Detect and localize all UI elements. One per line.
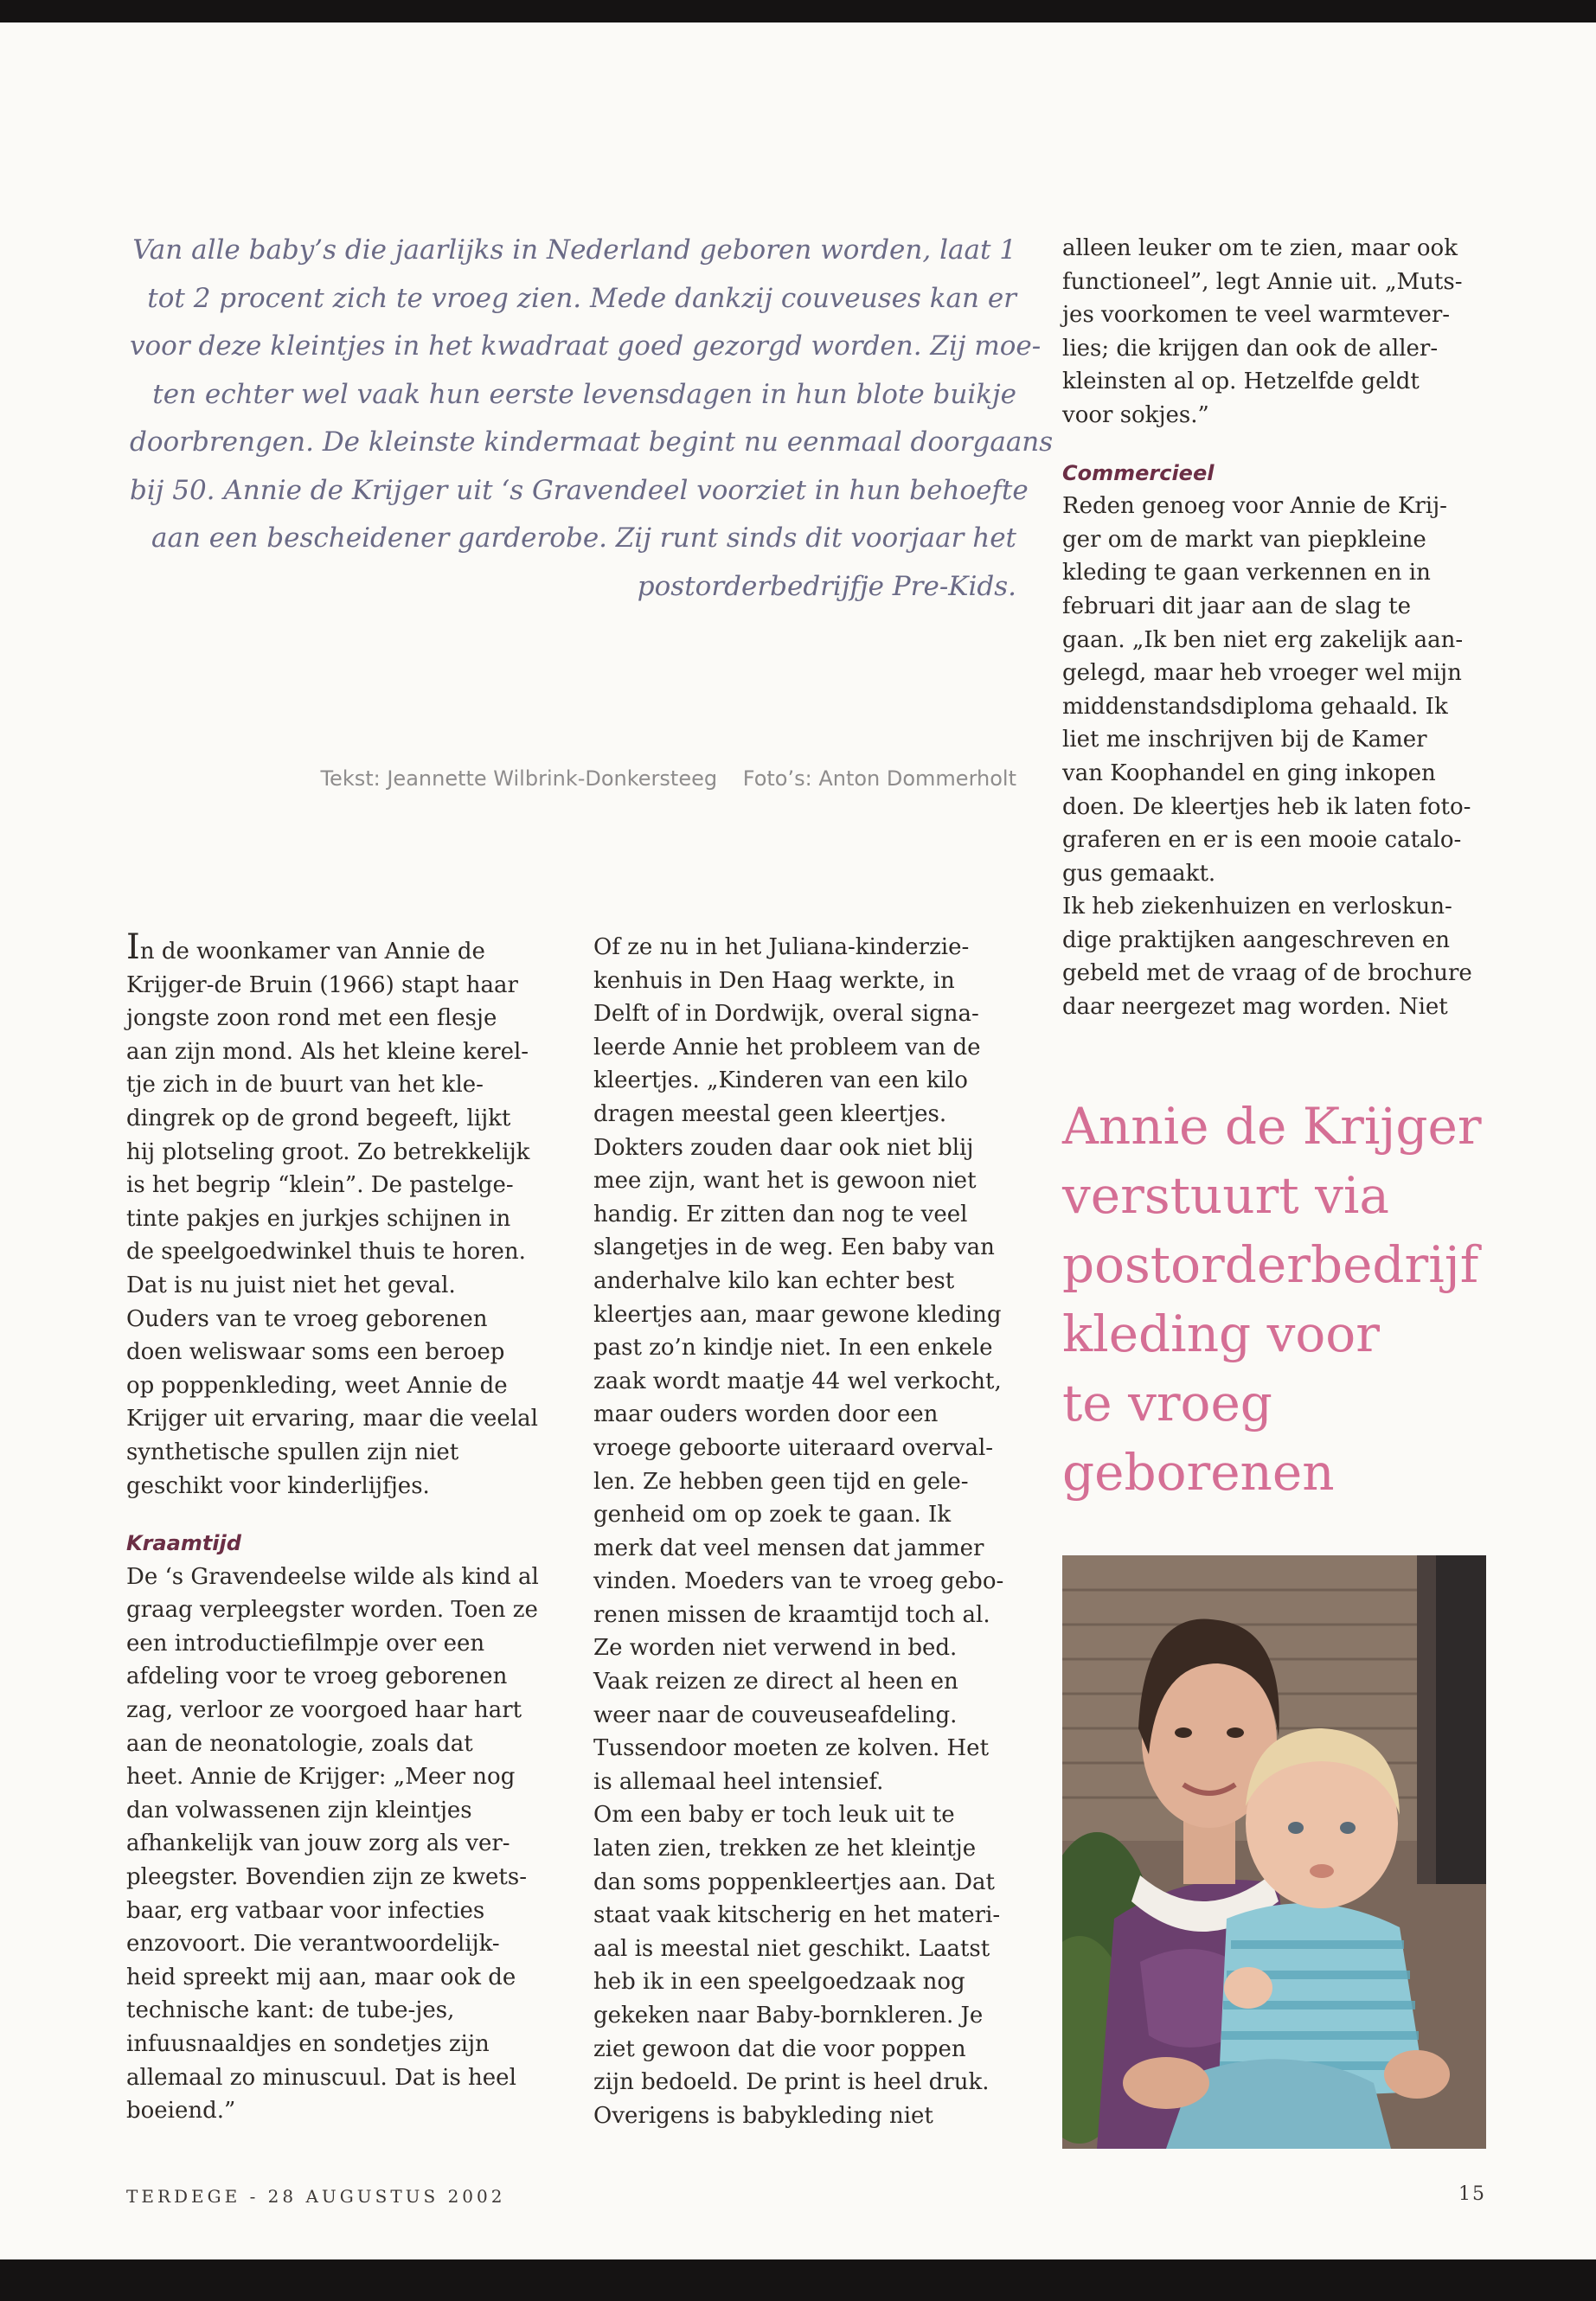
intro-line: postorderbedrijfje Pre-Kids.: [637, 570, 1016, 602]
pull-quote-line: te vroeg: [1062, 1374, 1272, 1433]
body-line: Delft of in Dordwijk, overal signa-: [593, 1001, 979, 1028]
text-credit: Tekst: Jeannette Wilbrink-Donkersteeg: [320, 766, 718, 791]
body-line: Reden genoeg voor Annie de Krij-: [1062, 493, 1447, 520]
body-line: De ‘s Gravendeelse wilde als kind al: [126, 1563, 539, 1590]
body-line: Ik heb ziekenhuizen en verloskun-: [1062, 894, 1452, 920]
body-line: liet me inschrijven bij de Kamer: [1062, 727, 1427, 753]
body-line: renen missen de kraamtijd toch al.: [593, 1601, 990, 1628]
body-line: enzovoort. Die verantwoordelijk-: [126, 1931, 500, 1958]
body-line: dan volwassenen zijn kleintjes: [126, 1797, 472, 1823]
body-line: Krijger uit ervaring, maar die veelal: [126, 1406, 538, 1433]
body-line: zijn bedoeld. De print is heel druk.: [593, 2069, 990, 2096]
article-column-3: [1062, 232, 1495, 1024]
body-line: ziet gewoon dat die voor poppen: [593, 2035, 966, 2062]
body-line: heb ik in een speelgoedzaak nog: [593, 1969, 965, 1996]
intro-paragraph: [130, 227, 1054, 611]
body-line: aan zijn mond. Als het kleine kerel-: [126, 1038, 529, 1065]
body-line: geschikt voor kinderlijfjes.: [126, 1472, 430, 1499]
body-line: genheid om op zoek te gaan. Ik: [593, 1502, 952, 1529]
body-line: laten zien, trekken ze het kleintje: [593, 1836, 977, 1862]
body-line: technische kant: de tube-jes,: [126, 1997, 455, 2024]
body-line: gelegd, maar heb vroeger wel mijn: [1062, 660, 1462, 687]
body-line: jes voorkomen te veel warmtever-: [1062, 302, 1451, 329]
body-line: boeiend.”: [126, 2098, 236, 2125]
body-line: Vaak reizen ze direct al heen en: [593, 1669, 958, 1695]
body-line: synthetische spullen zijn niet: [126, 1439, 459, 1465]
body-line: tinte pakjes en jurkjes schijnen in: [126, 1205, 511, 1232]
subhead-commercieel: Commercieel: [1062, 460, 1215, 485]
body-line: leerde Annie het probleem van de: [593, 1034, 981, 1061]
body-line: dragen meestal geen kleertjes.: [593, 1100, 947, 1127]
body-line: anderhalve kilo kan echter best: [593, 1267, 955, 1294]
body-line: van Koophandel en ging inkopen: [1062, 760, 1436, 786]
photo-illustration: [1062, 1555, 1486, 2149]
body-line: zaak wordt maatje 44 wel verkocht,: [593, 1368, 1002, 1394]
body-line: allemaal zo minuscuul. Dat is heel: [126, 2064, 516, 2091]
body-line: dige praktijken aangeschreven en: [1062, 926, 1451, 953]
body-line: dingrek op de grond begeeft, lijkt: [126, 1105, 511, 1131]
body-line: Om een baby er toch leuk uit te: [593, 1802, 955, 1829]
body-line: tje zich in de buurt van het kle-: [126, 1072, 484, 1099]
body-line: voor sokjes.”: [1062, 401, 1209, 428]
page-number: 15: [1458, 2183, 1486, 2205]
pull-quote: [1062, 1092, 1564, 1507]
pull-quote-line: kleding voor: [1062, 1304, 1380, 1363]
pull-quote-line: verstuurt via: [1062, 1166, 1389, 1225]
body-line: kleertjes aan, maar gewone kleding: [593, 1301, 1002, 1328]
body-line: pleegster. Bovendien zijn ze kwets-: [126, 1864, 527, 1891]
body-line: slangetjes in de weg. Een baby van: [593, 1234, 995, 1261]
body-line: weer naar de couveuseafdeling.: [593, 1702, 958, 1728]
body-line: past zo’n kindje niet. In een enkele: [593, 1335, 993, 1362]
body-line: aan de neonatologie, zoals dat: [126, 1730, 473, 1757]
body-line: jongste zoon rond met een flesje: [126, 1005, 497, 1032]
drop-cap: I: [126, 927, 140, 967]
body-line: is het begrip “klein”. De pastelge-: [126, 1172, 514, 1199]
body-line: februari dit jaar aan de slag te: [1062, 593, 1411, 619]
photo-mother-and-son: [1062, 1555, 1486, 2149]
body-line: aal is meestal niet geschikt. Laatst: [593, 1935, 990, 1962]
article-column-2: [593, 931, 1026, 2132]
body-line: Tussendoor moeten ze kolven. Het: [593, 1735, 990, 1762]
body-line: daar neergezet mag worden. Niet: [1062, 994, 1448, 1021]
spacer: [126, 1503, 559, 1527]
intro-line: aan een bescheidener garderobe. Zij runt sinds dit voorjaar het: [151, 522, 1016, 554]
body-line: infuusnaaldjes en sondetjes zijn: [126, 2031, 490, 2057]
photo-credit: Foto’s: Anton Dommerholt: [742, 766, 1016, 791]
body-line: is allemaal heel intensief.: [593, 1768, 884, 1795]
body-line: alleen leuker om te zien, maar ook: [1062, 235, 1458, 261]
pull-quote-line: geborenen: [1062, 1443, 1335, 1502]
body-line: gus gemaakt.: [1062, 860, 1216, 887]
body-line: Krijger-de Bruin (1966) stapt haar: [126, 971, 518, 998]
body-line: een introductiefilmpje over een: [126, 1630, 485, 1657]
intro-line: voor deze kleintjes in het kwadraat goed gezorgd worden. Zij moe-: [130, 330, 1042, 362]
body-line: Dat is nu juist niet het geval.: [126, 1272, 456, 1298]
body-line: dan soms poppenkleertjes aan. Dat: [593, 1868, 995, 1895]
body-line: functioneel”, legt Annie uit. „Muts-: [1062, 268, 1463, 295]
body-line: graferen en er is een mooie catalo-: [1062, 827, 1462, 854]
body-line: handig. Er zitten dan nog te veel: [593, 1201, 968, 1227]
body-line: afhankelijk van jouw zorg als ver-: [126, 1830, 510, 1857]
body-line: middenstandsdiploma gehaald. Ik: [1062, 693, 1448, 720]
spacer: [1062, 433, 1495, 457]
body-line: zag, verloor ze voorgoed haar hart: [126, 1697, 522, 1724]
intro-line: bij 50. Annie de Krijger uit ‘s Gravendeel voorziet in hun behoefte: [130, 474, 1029, 506]
intro-line: doorbrengen. De kleinste kindermaat begint nu eenmaal doorgaans: [130, 426, 1054, 458]
body-line: hij plotseling groot. Zo betrekkelijk: [126, 1138, 530, 1165]
pull-quote-line: Annie de Krijger: [1062, 1097, 1482, 1156]
subhead-kraamtijd: Kraamtijd: [126, 1531, 241, 1556]
body-line: doen. De kleertjes heb ik laten foto-: [1062, 793, 1471, 820]
footer-publication: TERDEGE - 28 AUGUSTUS 2002: [126, 2186, 506, 2207]
body-line: merk dat veel mensen dat jammer: [593, 1535, 984, 1561]
body-line: Of ze nu in het Juliana-kinderzie-: [593, 934, 970, 960]
intro-line: tot 2 procent zich te vroeg zien. Mede dankzij couveuses kan er: [147, 282, 1016, 314]
pull-quote-line: postorderbedrijf: [1062, 1235, 1479, 1294]
body-line: heid spreekt mij aan, maar ook de: [126, 1964, 516, 1990]
body-line: baar, erg vatbaar voor infecties: [126, 1897, 485, 1924]
body-line: vinden. Moeders van te vroeg gebo-: [593, 1568, 1004, 1595]
body-line: len. Ze hebben geen tijd en gele-: [593, 1468, 969, 1495]
body-line: afdeling voor te vroeg geborenen: [126, 1663, 508, 1690]
top-rule: [0, 0, 1596, 22]
body-line: gebeld met de vraag of de brochure: [1062, 960, 1472, 987]
first-line: [126, 927, 559, 969]
credits: [130, 766, 1016, 791]
body-line: Overigens is babykleding niet: [593, 2102, 933, 2129]
body-line: gekeken naar Baby-bornkleren. Je: [593, 2003, 984, 2029]
body-line: maar ouders worden door een: [593, 1401, 939, 1428]
body-line: staat vaak kitscherig en het materi-: [593, 1902, 1001, 1929]
body-line: heet. Annie de Krijger: „Meer nog: [126, 1764, 516, 1791]
body-line: Dokters zouden daar ook niet blij: [593, 1134, 974, 1161]
body-line: graag verpleegster worden. Toen ze: [126, 1597, 538, 1624]
intro-line: ten echter wel vaak hun eerste levensdagen in hun blote buikje: [152, 378, 1016, 410]
body-line: mee zijn, want het is gewoon niet: [593, 1168, 977, 1195]
body-line: kleding te gaan verkennen en in: [1062, 560, 1431, 586]
body-line: op poppenkleding, weet Annie de: [126, 1372, 508, 1399]
body-line: ger om de markt van piepkleine: [1062, 526, 1426, 553]
body-line: doen weliswaar soms een beroep: [126, 1339, 505, 1366]
article-column-1: [126, 927, 559, 2128]
body-line: kenhuis in Den Haag werkte, in: [593, 967, 955, 994]
body-line: n de woonkamer van Annie de: [139, 939, 485, 965]
body-line: kleinsten al op. Hetzelfde geldt: [1062, 369, 1420, 395]
body-line: Ouders van te vroeg geborenen: [126, 1305, 488, 1332]
body-line: gaan. „Ik ben niet erg zakelijk aan-: [1062, 626, 1464, 653]
body-line: de speelgoedwinkel thuis te horen.: [126, 1239, 526, 1266]
bottom-rule: [0, 2259, 1596, 2301]
body-line: kleertjes. „Kinderen van een kilo: [593, 1067, 968, 1094]
body-line: Ze worden niet verwend in bed.: [593, 1635, 958, 1662]
body-line: vroege geboorte uiteraard overval-: [593, 1434, 994, 1461]
intro-line: Van alle baby’s die jaarlijks in Nederland geboren worden, laat 1: [132, 234, 1016, 266]
body-line: lies; die krijgen dan ook de aller-: [1062, 335, 1439, 362]
